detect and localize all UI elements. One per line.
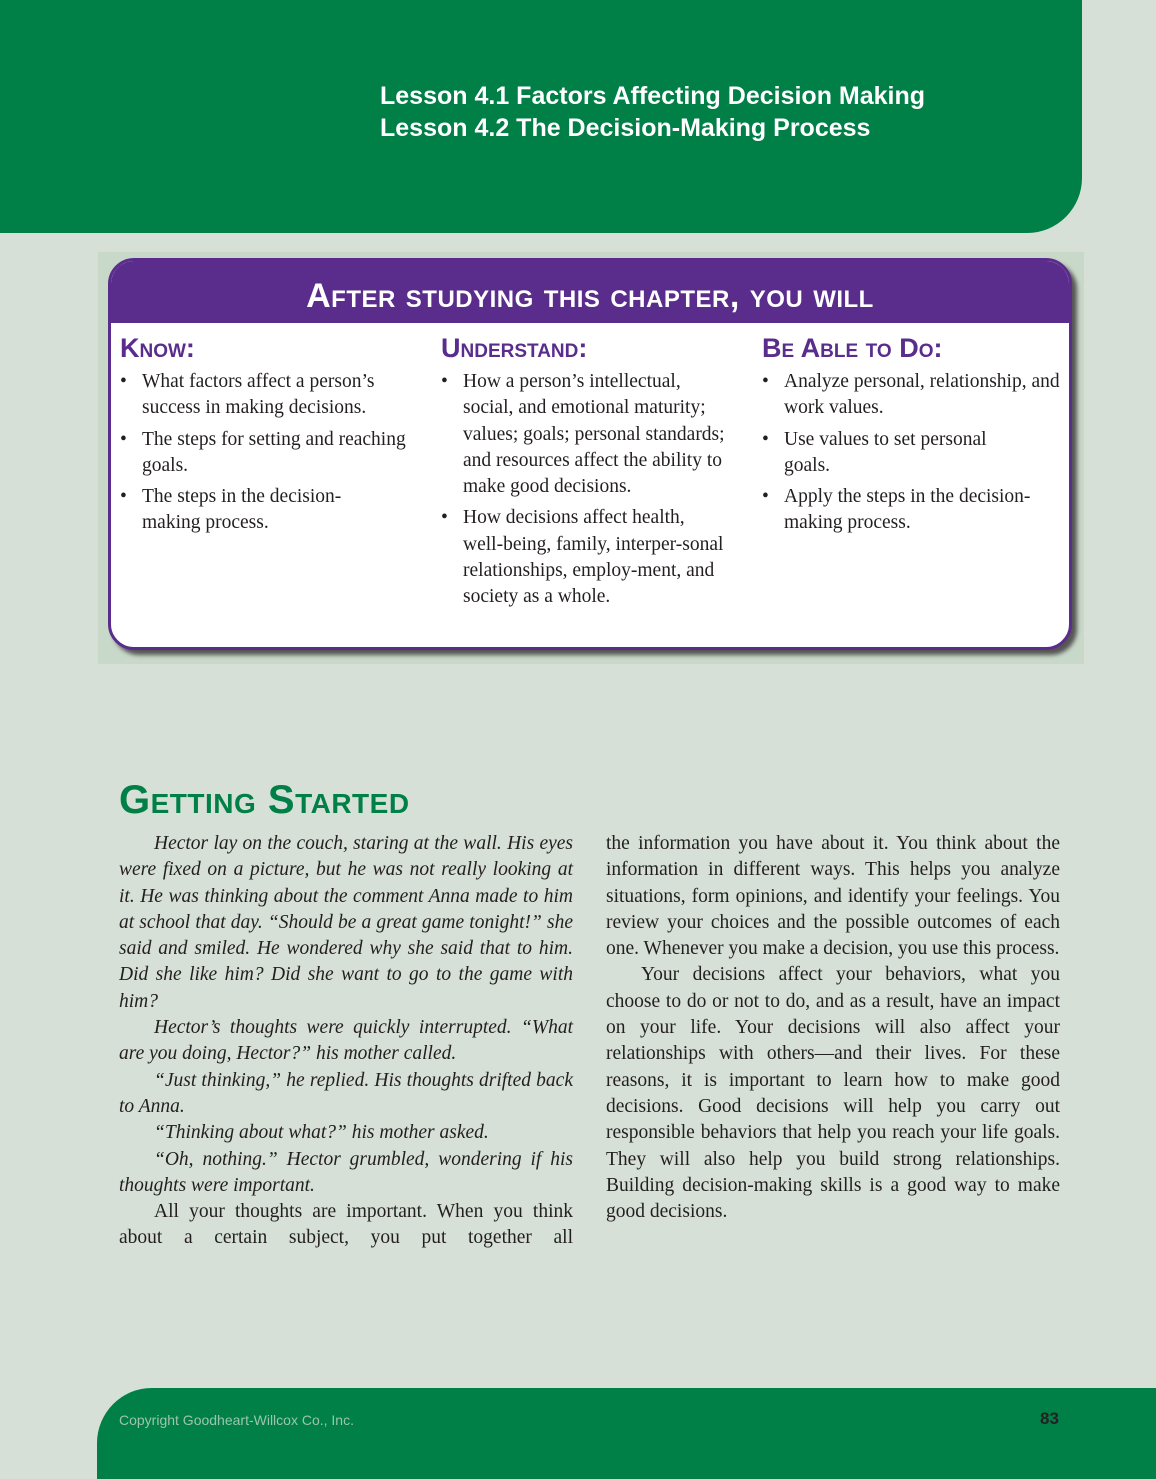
list-item: • What factors affect a person’s success in making decisions. bbox=[120, 369, 420, 422]
list-item: • Apply the steps in the decision-making process. bbox=[762, 484, 1062, 537]
objectives-understand bbox=[441, 331, 731, 616]
body-paragraph: All your thoughts are important. When you think about a certain subject, you put together all bbox=[119, 1201, 573, 1249]
column-heading: Know: bbox=[120, 333, 195, 363]
page-footer bbox=[97, 1388, 1156, 1479]
objectives-title: After studying this chapter, you will bbox=[111, 261, 1069, 323]
body-paragraph: Your decisions affect your behaviors, what you choose to do or not to do, and as a result, have an impact on your life. Your decisions will also affect your relationships with others—and their lives. For these reasons, it is important to learn how to make good decisions. Good decisions will help you carry out responsible behaviors that help you reach your life goals. They will also help you build strong relationships. Building decision-making skills is a good way to make good decisions. bbox=[606, 964, 1060, 1223]
story-paragraph: “Thinking about what?” his mother asked. bbox=[154, 1122, 489, 1144]
section-heading: Getting Started bbox=[119, 778, 410, 822]
column-heading: Understand: bbox=[441, 333, 588, 363]
body-paragraph: the information you have about it. You think about the information in different ways. This helps you analyze situations, form opinions, and identify your feelings. You review your choices and the possible outcomes of each one. Whenever you make a decision, you use this process. bbox=[606, 833, 1060, 960]
text-column-right bbox=[606, 831, 1060, 1225]
story-paragraph: “Oh, nothing.” Hector grumbled, wondering if his thoughts were important. bbox=[119, 1148, 573, 1196]
story-paragraph: Hector lay on the couch, staring at the wall. His eyes were fixed on a picture, but he was not really looking at it. He was thinking about the comment Anna made to him at school that day. “Should be a great game tonight!” she said and smiled. He wondered why she said that to him. Did she like him? Did she want to go to the game with him? bbox=[119, 833, 573, 1012]
objectives-be-able-to-do bbox=[762, 331, 1062, 542]
list-item: • How a person’s intellectual, social, and emotional maturity; values; goals; personal standards; and resources affect the ability to make good decisions. bbox=[441, 369, 725, 500]
story-paragraph: Hector’s thoughts were quickly interrupted. “What are you doing, Hector?” his mother called. bbox=[119, 1017, 573, 1065]
story-paragraph: “Just thinking,” he replied. His thoughts drifted back to Anna. bbox=[119, 1069, 573, 1117]
list-item: • The steps in the decision-making process. bbox=[120, 484, 372, 537]
list-item: • The steps for setting and reaching goals. bbox=[120, 427, 420, 480]
lesson-title: Lesson 4.2 The Decision-Making Process bbox=[380, 114, 871, 142]
column-heading: Be Able to Do: bbox=[762, 333, 943, 363]
text-column-left bbox=[119, 831, 573, 1252]
page-number: 83 bbox=[1040, 1409, 1059, 1428]
list-item: • Analyze personal, relationship, and work values. bbox=[762, 369, 1062, 422]
chapter-header-band bbox=[0, 0, 1082, 233]
list-item: • Use values to set personal goals. bbox=[762, 427, 1034, 480]
objectives-know bbox=[120, 331, 420, 542]
list-item: • How decisions affect health, well-being, family, interper-sonal relationships, employ-ment, and society as a whole. bbox=[441, 505, 729, 610]
copyright-text: Copyright Goodheart-Willcox Co., Inc. bbox=[119, 1412, 354, 1428]
objectives-box bbox=[108, 258, 1072, 650]
lesson-title: Lesson 4.1 Factors Affecting Decision Making bbox=[380, 82, 926, 110]
